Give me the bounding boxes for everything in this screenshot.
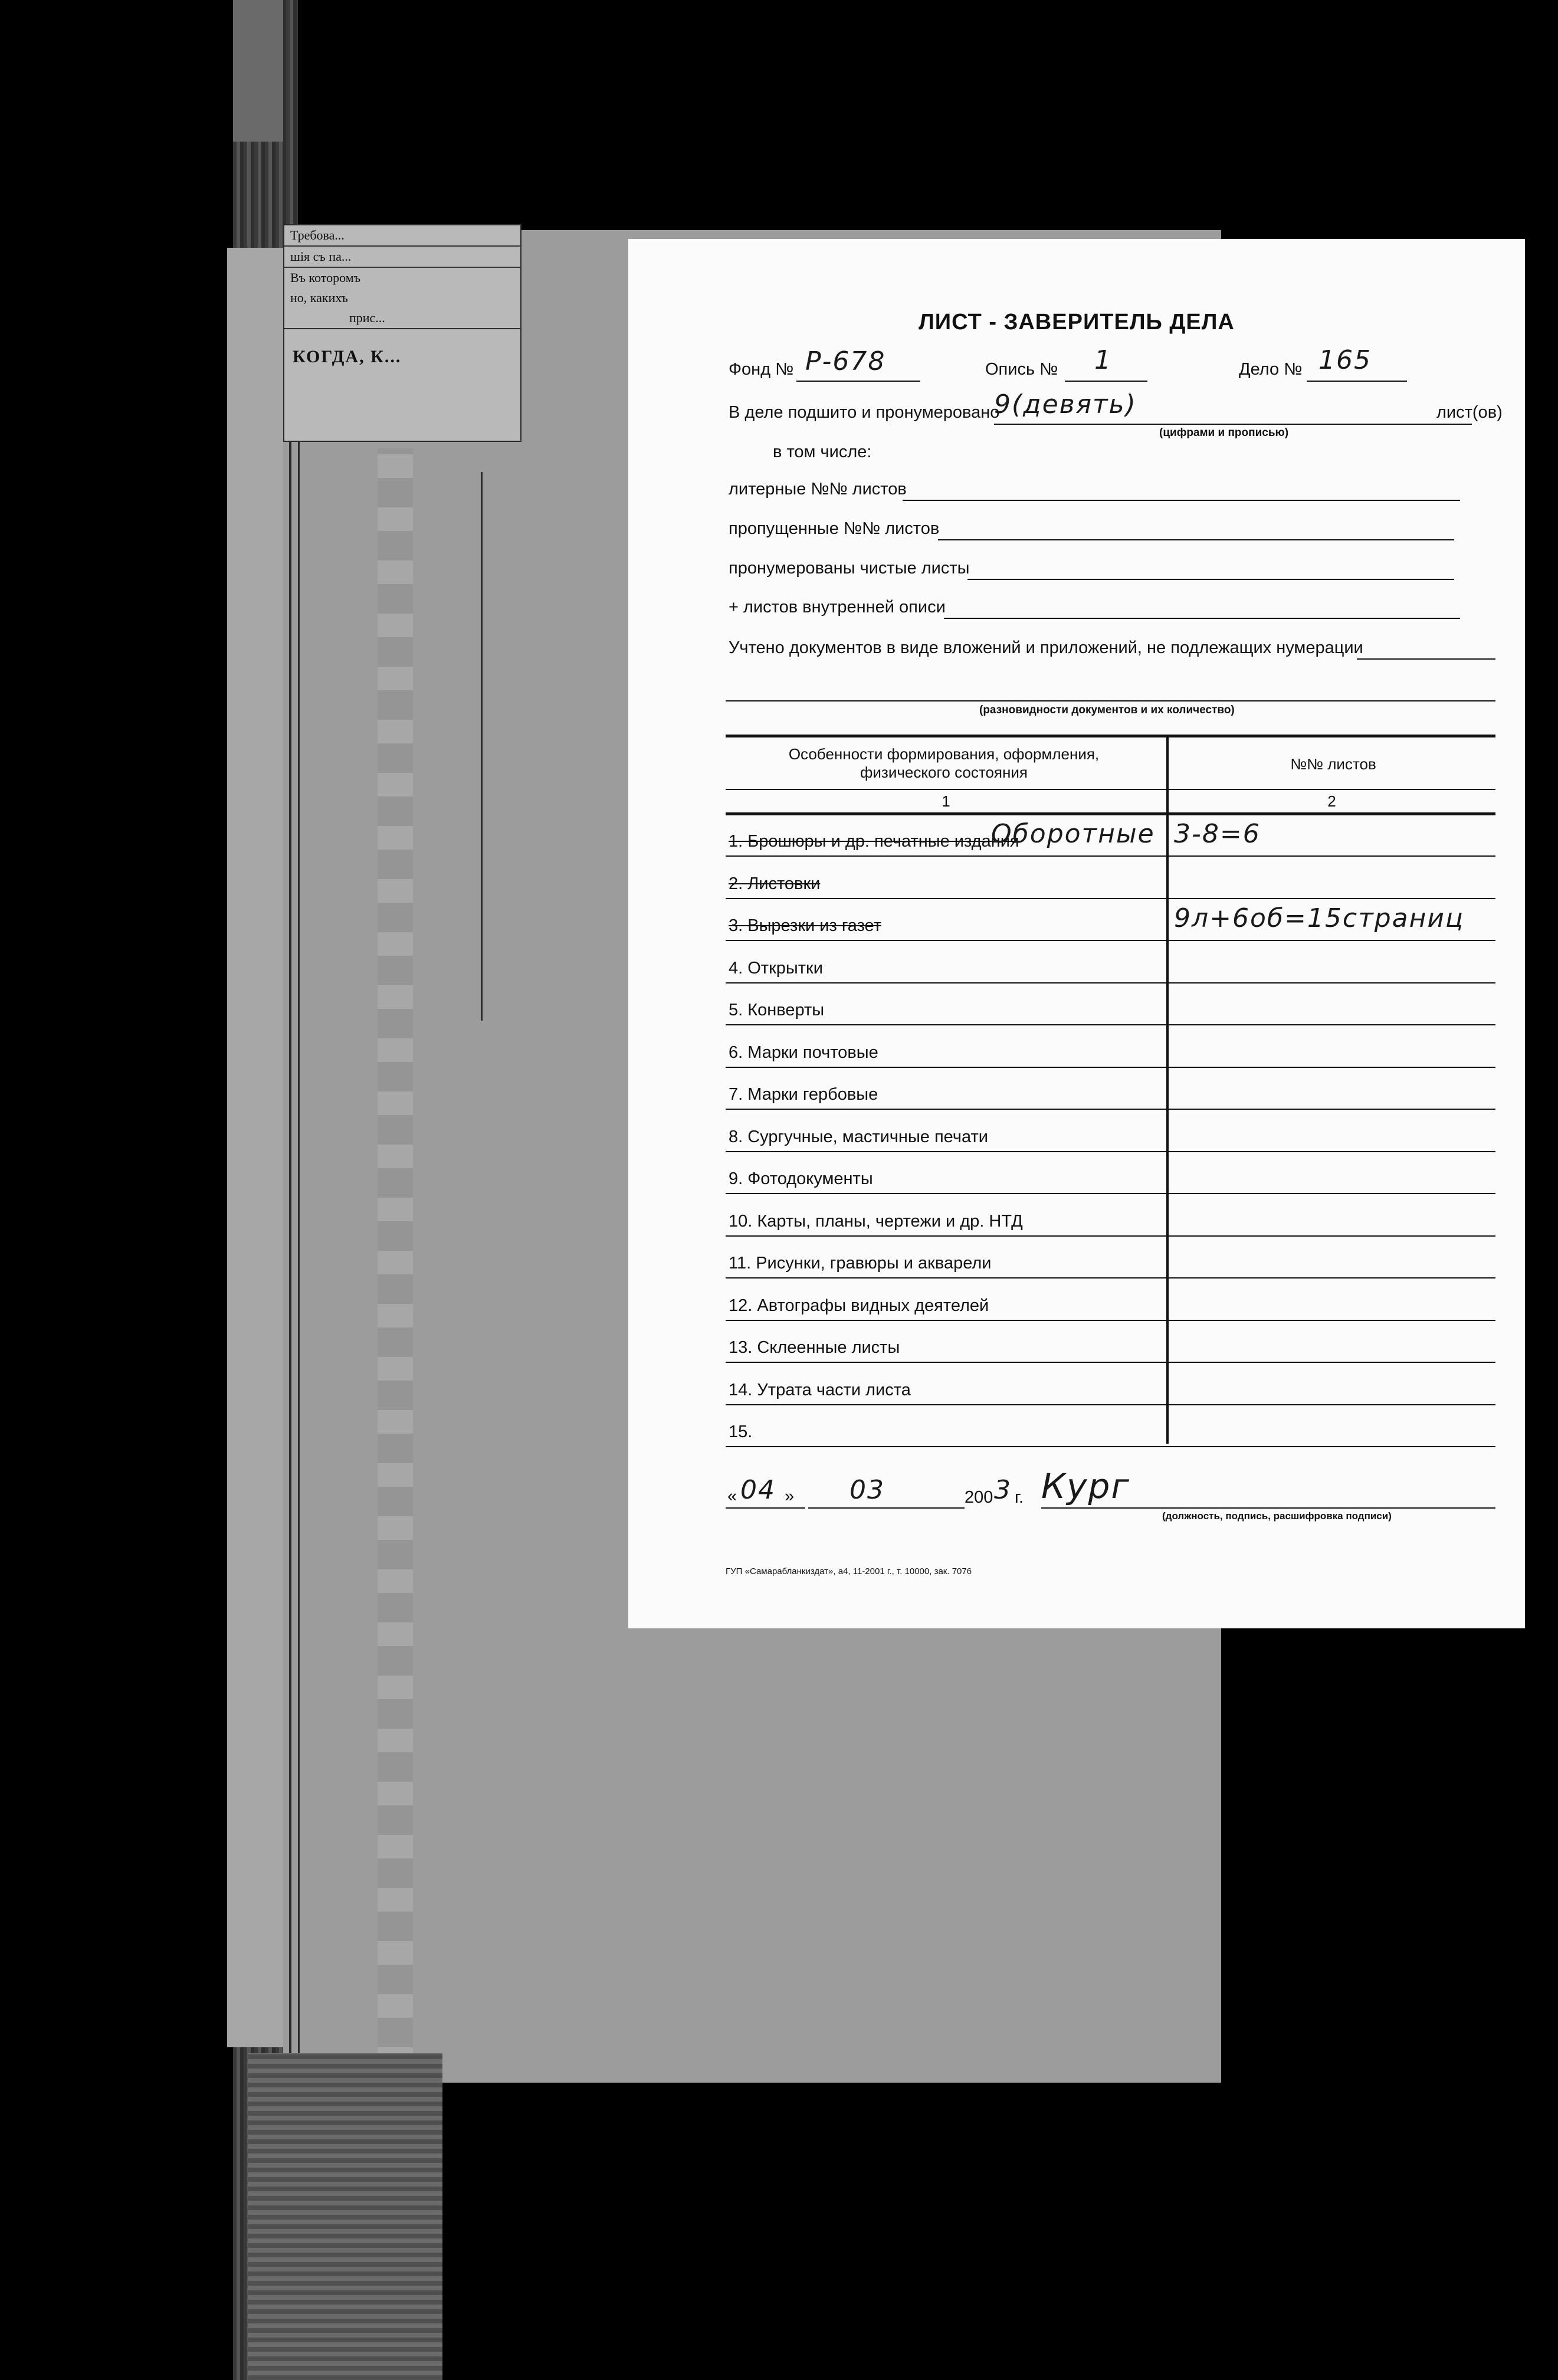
attachments-label: Учтено документов в виде вложений и приложений, не подлежащих нумерации [729, 638, 1363, 657]
table-row-label: 11. Рисунки, гравюры и акварели [729, 1254, 992, 1273]
old-header-line: но, какихъ [290, 290, 348, 305]
form-title: ЛИСТ - ЗАВЕРИТЕЛЬ ДЕЛА [919, 310, 1235, 335]
table-row-label: 13. Склеенные листы [729, 1338, 900, 1357]
opis-label: Опись № [985, 360, 1058, 379]
fond-label: Фонд № [729, 360, 794, 379]
certification-sheet [628, 239, 1525, 1628]
table-row-label: 7. Марки гербовые [729, 1085, 878, 1104]
including-label: в том числе: [773, 442, 872, 461]
attachments-line [1357, 658, 1495, 660]
date-day: 04 [740, 1475, 776, 1505]
printer-imprint: ГУП «Самарабланкиздат», а4, 11-2001 г., т. 10000, зак. 7076 [726, 1566, 972, 1576]
table-row-label: 6. Марки почтовые [729, 1043, 878, 1062]
table-col2-number: 2 [1327, 792, 1336, 810]
table-row-label: 9. Фотодокументы [729, 1169, 873, 1188]
attachments-line-2 [726, 700, 1495, 701]
table-row-rule [726, 1151, 1495, 1152]
inventory-sheets-label: + листов внутренней описи [729, 598, 946, 617]
table-row-rule [726, 940, 1495, 941]
old-header-line: шія съ па... [284, 247, 520, 268]
sheets-hint: (цифрами и прописью) [1159, 427, 1289, 439]
date-year-suffix: г. [1015, 1488, 1024, 1507]
table-row-label: 3. Вырезки из газет [729, 916, 882, 935]
delo-value: 165 [1318, 345, 1372, 375]
inventory-sheets-line [944, 618, 1460, 619]
delo-label: Дело № [1239, 360, 1303, 379]
table-row-label: 1. Брошюры и др. печатные издания [729, 832, 1019, 851]
table-row-rule [726, 1024, 1495, 1025]
table-row-value: 9л+6об=15страниц [1174, 903, 1464, 933]
kinds-hint: (разновидности документов и их количество) [979, 704, 1235, 716]
old-page-header [283, 224, 521, 442]
table-row-rule [726, 1362, 1495, 1363]
sheets-line [994, 424, 1472, 425]
table-col2-header: №№ листов [1290, 755, 1376, 773]
old-header-line: Требова... [284, 225, 520, 247]
date-month-line [808, 1507, 965, 1509]
table-col1-header: Особенности формирования, оформления, физического состояния [788, 745, 1100, 781]
table-row-value: 3-8=6 [1174, 819, 1261, 849]
date-day-line [726, 1507, 805, 1509]
letter-sheets-line [903, 500, 1460, 501]
sheets-suffix: лист(ов) [1436, 403, 1503, 422]
letter-sheets-label: литерные №№ листов [729, 480, 907, 499]
signature-line [1041, 1507, 1495, 1509]
delo-line [1307, 381, 1407, 382]
table-row-label: 5. Конверты [729, 1001, 825, 1019]
binding-spine-bottom [248, 2053, 442, 2380]
date-close-quote: » [785, 1487, 795, 1506]
torn-edge [378, 448, 413, 2071]
table-row-rule [726, 898, 1495, 899]
old-header-line: Въ которомъ [290, 270, 361, 285]
date-month: 03 [849, 1475, 885, 1505]
signature-hint: (должность, подпись, расшифровка подписи) [1162, 1510, 1392, 1522]
old-page-rule [481, 472, 483, 1021]
fond-line [796, 381, 920, 382]
table-row-rule [726, 855, 1495, 857]
table-row-label: 12. Автографы видных деятелей [729, 1296, 989, 1315]
old-page-rule [298, 224, 300, 2053]
skipped-sheets-label: пропущенные №№ листов [729, 519, 940, 538]
fond-value: Р-678 [805, 346, 886, 376]
table-row-label: 14. Утрата части листа [729, 1380, 911, 1399]
table-row-rule [726, 1446, 1495, 1447]
table-col1-number: 1 [942, 792, 950, 810]
old-header-heading: КОГДА, К... [293, 347, 402, 366]
opis-line [1065, 381, 1147, 382]
table-row-rule [726, 1067, 1495, 1068]
date-year-digit: 3 [994, 1475, 1012, 1505]
table-row-rule [726, 1109, 1495, 1110]
old-page-rule [289, 224, 291, 2053]
table-column-divider [1166, 736, 1169, 1444]
table-row-label: 15. [729, 1422, 753, 1441]
date-open-quote: « [727, 1487, 737, 1506]
table-row-rule [726, 982, 1495, 984]
table-row-label: 10. Карты, планы, чертежи и др. НТД [729, 1211, 1023, 1231]
binding-spine-top [233, 0, 283, 142]
table-row-note: Оборотные [991, 819, 1155, 849]
old-header-line: прис... [284, 308, 520, 329]
table-row-rule [726, 1320, 1495, 1321]
table-row-label: 2. Листовки [729, 874, 821, 893]
sheets-value: 9(девять) [994, 389, 1137, 419]
skipped-sheets-line [938, 539, 1454, 540]
blank-sheets-label: пронумерованы чистые листы [729, 559, 970, 578]
table-row-rule [726, 1235, 1495, 1237]
table-top-rule [726, 735, 1495, 737]
opis-value: 1 [1094, 345, 1112, 375]
date-year-prefix: 200 [965, 1488, 993, 1507]
table-row-rule [726, 1193, 1495, 1194]
signature: Кург [1041, 1466, 1130, 1506]
sheets-label: В деле подшито и пронумеровано [729, 403, 1000, 422]
blank-sheets-line [967, 579, 1454, 580]
table-row-label: 4. Открытки [729, 958, 823, 978]
table-row-rule [726, 1404, 1495, 1405]
table-header-rule [726, 789, 1495, 790]
table-numbers-rule [726, 812, 1495, 815]
table-row-rule [726, 1277, 1495, 1278]
table-row-label: 8. Сургучные, мастичные печати [729, 1127, 988, 1146]
